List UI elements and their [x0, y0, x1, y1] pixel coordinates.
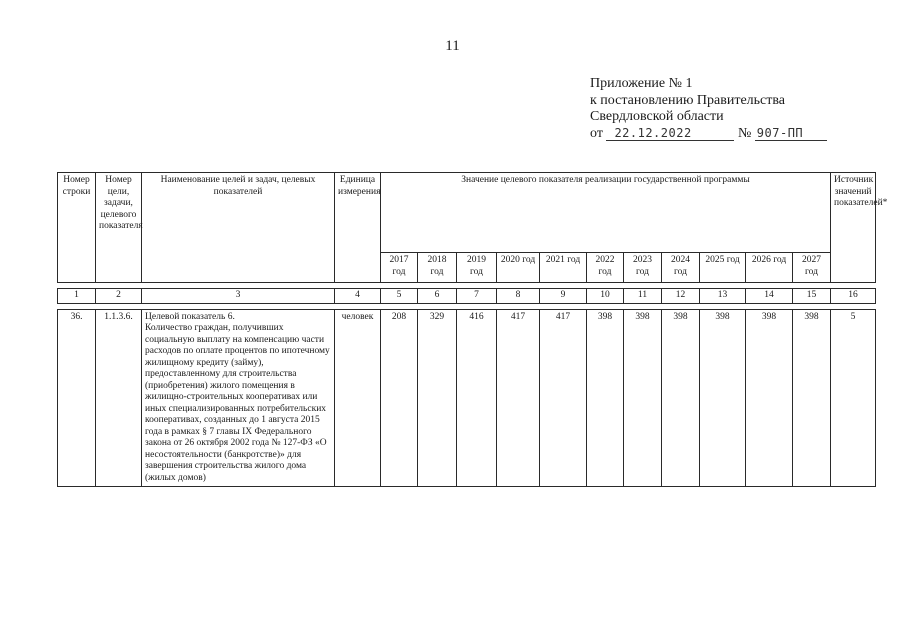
cell-value: 208: [381, 309, 418, 487]
column-index: 10: [587, 289, 624, 304]
indicator-description: Количество граждан, получивших социальную выплату на компенсацию части расходов по оплате процентов по ипотечному жилищному кредиту (займу), предоставленному для строительства (приобретения) жилого помещения в жилищно-строительных кооперативах или иных специализированных потребительских кооперативах, созданных до 1 августа 2015 года в рамках § 7 главы IX Федерального закона от 26 октября 2002 года № 127-ФЗ «О несостоятельности (банкротстве)» для завершения строительства жилого дома (жилых домов): [145, 323, 330, 483]
column-index: 16: [831, 289, 876, 304]
cell-indicator-name: [142, 309, 335, 487]
number-prefix: №: [737, 125, 752, 141]
appendix-date-line: [590, 126, 827, 143]
column-index: 12: [662, 289, 700, 304]
header-year: 2021 год: [540, 253, 587, 283]
column-index: 4: [335, 289, 381, 304]
column-index: 3: [142, 289, 335, 304]
cell-goal-number: 1.1.3.6.: [96, 309, 142, 487]
cell-value: 417: [497, 309, 540, 487]
header-goal-number: Номер цели, задачи, целевого показателя: [96, 173, 142, 283]
column-index-row: [58, 289, 876, 304]
header-value-title: Значение целевого показателя реализации государственной программы: [381, 173, 831, 253]
header-year: 2020 год: [497, 253, 540, 283]
date-value: 22.12.2022: [606, 127, 734, 141]
column-index: 11: [624, 289, 662, 304]
cell-value: 417: [540, 309, 587, 487]
column-index: 6: [418, 289, 457, 304]
header-year: 2024 год: [662, 253, 700, 283]
header-year: 2019 год: [457, 253, 497, 283]
column-index: 7: [457, 289, 497, 304]
indicators-table: [57, 172, 888, 487]
appendix-region-line: Свердловской области: [590, 109, 724, 124]
cell-value: 398: [662, 309, 700, 487]
header-row-number: Номер строки: [58, 173, 96, 283]
column-index: 5: [381, 289, 418, 304]
cell-value: 398: [746, 309, 793, 487]
cell-value: 329: [418, 309, 457, 487]
column-index: 14: [746, 289, 793, 304]
header-name: Наименование целей и задач, целевых показателей: [142, 173, 335, 283]
column-index: 13: [700, 289, 746, 304]
header-year: 2025 год: [700, 253, 746, 283]
header-year: 2018 год: [418, 253, 457, 283]
cell-source: 5: [831, 309, 876, 487]
cell-value: 398: [793, 309, 831, 487]
number-value: 907-ПП: [755, 127, 827, 141]
header-row: [58, 173, 876, 253]
column-index: 8: [497, 289, 540, 304]
indicator-title: Целевой показатель 6.: [145, 311, 235, 322]
column-index: 15: [793, 289, 831, 304]
header-source: Источник значений показателей*: [831, 173, 876, 283]
page-number: 11: [445, 38, 460, 54]
table-row: [58, 309, 876, 487]
header-year: 2017 год: [381, 253, 418, 283]
cell-value: 398: [700, 309, 746, 487]
appendix-title: Приложение № 1: [590, 76, 693, 91]
appendix-block: [590, 76, 827, 142]
header-unit: Единица измерения: [335, 173, 381, 283]
appendix-resolution-line: к постановлению Правительства: [590, 92, 786, 108]
date-prefix: от: [590, 125, 603, 141]
header-year: 2023 год: [624, 253, 662, 283]
column-index: 2: [96, 289, 142, 304]
column-index: 1: [58, 289, 96, 304]
cell-value: 398: [624, 309, 662, 487]
cell-value: 416: [457, 309, 497, 487]
header-year: 2026 год: [746, 253, 793, 283]
cell-row-number: 36.: [58, 309, 96, 487]
header-year: 2027 год: [793, 253, 831, 283]
header-year: 2022 год: [587, 253, 624, 283]
cell-value: 398: [587, 309, 624, 487]
cell-unit: человек: [335, 309, 381, 487]
column-index: 9: [540, 289, 587, 304]
